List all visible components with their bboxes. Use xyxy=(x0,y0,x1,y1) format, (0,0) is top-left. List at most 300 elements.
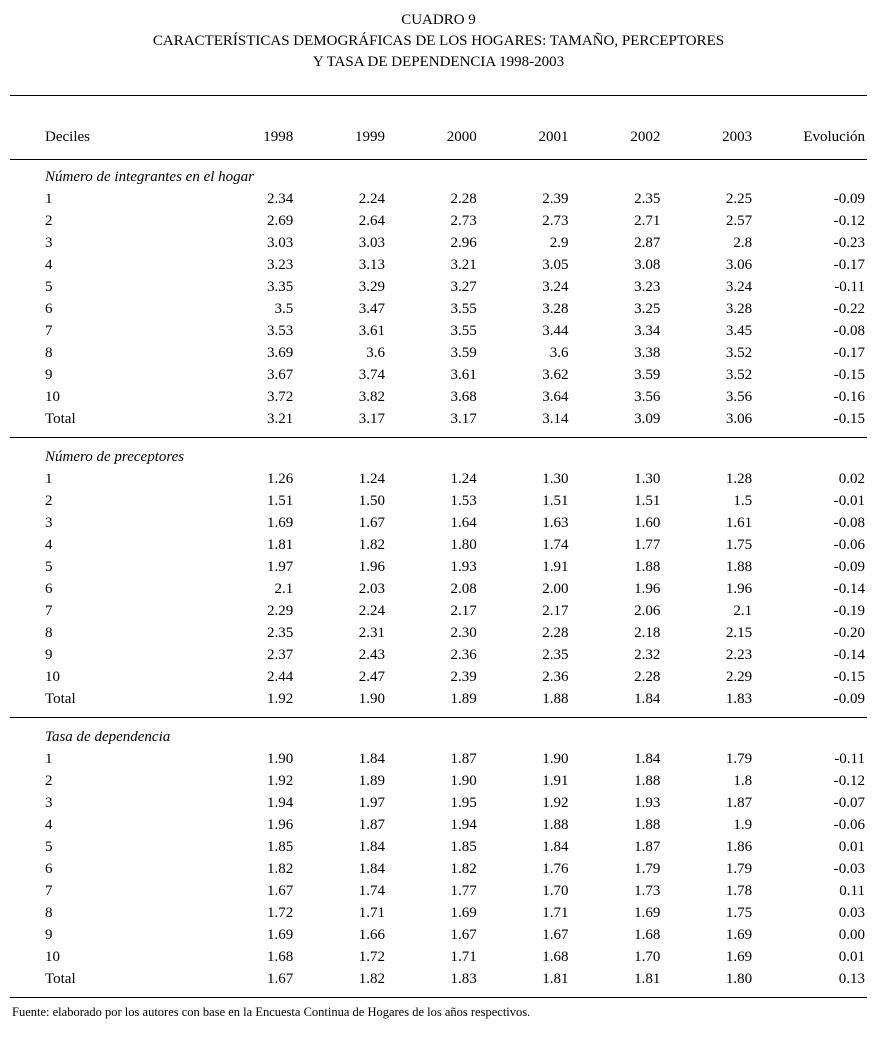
cell-value: 2.96 xyxy=(450,235,477,251)
cell-value: 1.90 xyxy=(266,751,294,767)
table-row xyxy=(10,859,867,881)
cell-value: 1.68 xyxy=(266,949,294,965)
cell-value: 3.56 xyxy=(725,389,753,405)
table-row xyxy=(10,299,867,321)
cell-value: 1.69 xyxy=(450,905,477,921)
cell-value: 2.87 xyxy=(634,235,661,251)
cell-value: 2.28 xyxy=(450,191,477,207)
cell-value: 2.34 xyxy=(266,191,294,207)
table-row xyxy=(10,881,867,903)
cell-value: -0.14 xyxy=(833,647,865,663)
cell-value: 1.95 xyxy=(450,795,477,811)
cell-value: -0.03 xyxy=(833,861,865,877)
table-title-line-1: CARACTERÍSTICAS DEMOGRÁFICAS DE LOS HOGARES: TAMAÑO, PERCEPTORES xyxy=(152,33,725,49)
cell-value: 2.23 xyxy=(725,647,753,663)
cell-value: 1.88 xyxy=(634,817,661,833)
cell-value: 2.29 xyxy=(266,603,294,619)
cell-value: -0.22 xyxy=(833,301,865,317)
cell-value: 1.96 xyxy=(634,581,661,597)
cell-value: 1.88 xyxy=(542,817,569,833)
cell-value: 3.47 xyxy=(358,301,385,317)
cell-value: 1.85 xyxy=(450,839,477,855)
cell-value: 1.26 xyxy=(266,471,294,487)
cell-value: 2.37 xyxy=(266,647,294,663)
table-row xyxy=(10,557,867,579)
table-row xyxy=(10,749,867,771)
cell-value: 0.13 xyxy=(838,971,865,987)
row-label: 6 xyxy=(45,581,53,597)
column-header: 1999 xyxy=(354,129,385,145)
cell-value: 1.73 xyxy=(634,883,661,899)
cell-value: 3.29 xyxy=(358,279,385,295)
cell-value: 1.68 xyxy=(634,927,661,943)
cell-value: 2.1 xyxy=(733,603,753,619)
cell-value: 1.75 xyxy=(725,905,753,921)
cell-value: 3.05 xyxy=(542,257,569,273)
cell-value: 1.97 xyxy=(266,559,294,575)
cell-value: 1.81 xyxy=(634,971,661,987)
cell-value: 1.69 xyxy=(266,927,294,943)
cell-value: 1.82 xyxy=(358,537,385,553)
cell-value: 3.25 xyxy=(634,301,661,317)
cell-value: 1.50 xyxy=(358,493,385,509)
table-row xyxy=(10,277,867,299)
cell-value: 1.83 xyxy=(725,691,753,707)
cell-value: 3.35 xyxy=(266,279,294,295)
cell-value: -0.12 xyxy=(833,213,865,229)
table-number: CUADRO 9 xyxy=(401,12,476,28)
row-label: 2 xyxy=(45,213,53,229)
cell-value: 3.69 xyxy=(266,345,294,361)
row-label: 5 xyxy=(45,559,53,575)
cell-value: 1.79 xyxy=(634,861,661,877)
section-heading-row xyxy=(10,160,867,189)
cell-value: 2.28 xyxy=(542,625,569,641)
cell-value: 0.11 xyxy=(839,883,865,899)
cell-value: 2.35 xyxy=(634,191,661,207)
cell-value: 2.31 xyxy=(358,625,385,641)
cell-value: -0.01 xyxy=(833,493,865,509)
cell-value: 1.90 xyxy=(542,751,569,767)
table-row xyxy=(10,343,867,365)
section-title: Número de integrantes en el hogar xyxy=(45,169,254,185)
cell-value: 2.1 xyxy=(274,581,294,597)
cell-value: 3.6 xyxy=(549,345,569,361)
cell-value: -0.17 xyxy=(833,345,865,361)
table-row xyxy=(10,925,867,947)
cell-value: 1.87 xyxy=(634,839,661,855)
table-row xyxy=(10,903,867,925)
column-header: Evolución xyxy=(803,129,865,145)
cell-value: 1.78 xyxy=(725,883,753,899)
cell-value: 1.92 xyxy=(542,795,569,811)
cell-value: 1.67 xyxy=(358,515,385,531)
cell-value: 2.9 xyxy=(549,235,569,251)
cell-value: 2.47 xyxy=(358,669,385,685)
cell-value: 3.24 xyxy=(725,279,753,295)
cell-value: 1.93 xyxy=(450,559,477,575)
section-title: Número de preceptores xyxy=(10,438,867,469)
cell-value: 3.55 xyxy=(450,323,477,339)
cell-value: 1.77 xyxy=(634,537,661,553)
cell-value: 1.86 xyxy=(725,839,753,855)
cell-value: 0.01 xyxy=(838,949,865,965)
cell-value: 1.87 xyxy=(450,751,477,767)
cell-value: 1.30 xyxy=(634,471,661,487)
row-label: 8 xyxy=(45,345,53,361)
cell-value: 3.55 xyxy=(450,301,477,317)
cell-value: 2.06 xyxy=(634,603,661,619)
cell-value: 3.38 xyxy=(634,345,661,361)
cell-value: -0.07 xyxy=(833,795,865,811)
cell-value: 1.85 xyxy=(266,839,294,855)
cell-value: 2.39 xyxy=(542,191,569,207)
row-label: Total xyxy=(45,411,76,427)
cell-value: 1.67 xyxy=(542,927,569,943)
table-row xyxy=(10,579,867,601)
table-row xyxy=(10,233,867,255)
table-title-block xyxy=(10,10,867,73)
cell-value: 2.73 xyxy=(450,213,477,229)
cell-value: 1.84 xyxy=(634,691,661,707)
cell-value: -0.09 xyxy=(833,191,865,207)
cell-value: 3.21 xyxy=(266,411,294,427)
cell-value: 3.23 xyxy=(266,257,294,273)
row-label: 10 xyxy=(45,949,60,965)
cell-value: 1.87 xyxy=(358,817,385,833)
table-row xyxy=(10,837,867,859)
cell-value: -0.20 xyxy=(833,625,865,641)
cell-value: 2.15 xyxy=(725,625,753,641)
cell-value: 3.53 xyxy=(266,323,294,339)
row-label: Total xyxy=(45,971,76,987)
table-row xyxy=(10,601,867,623)
row-label: 8 xyxy=(45,905,53,921)
cell-value: 3.09 xyxy=(634,411,661,427)
cell-value: 3.52 xyxy=(725,367,753,383)
cell-value: 3.24 xyxy=(542,279,569,295)
cell-value: -0.09 xyxy=(833,691,865,707)
cell-value: 1.74 xyxy=(358,883,385,899)
cell-value: 2.28 xyxy=(634,669,661,685)
cell-value: 2.36 xyxy=(450,647,477,663)
cell-value: -0.06 xyxy=(833,537,865,553)
cell-value: 1.84 xyxy=(358,839,385,855)
row-label: 7 xyxy=(45,883,53,899)
cell-value: 1.68 xyxy=(542,949,569,965)
cell-value: 1.82 xyxy=(266,861,294,877)
cell-value: 1.80 xyxy=(450,537,477,553)
cell-value: 1.72 xyxy=(266,905,294,921)
cell-value: 1.84 xyxy=(358,751,385,767)
cell-value: 1.81 xyxy=(542,971,569,987)
cell-value: 1.87 xyxy=(725,795,753,811)
cell-value: 1.30 xyxy=(542,471,569,487)
section-heading-row xyxy=(10,438,867,469)
cell-value: 3.03 xyxy=(358,235,385,251)
cell-value: 2.17 xyxy=(450,603,477,619)
cell-value: 3.45 xyxy=(725,323,753,339)
cell-value: 1.69 xyxy=(725,949,753,965)
cell-value: 1.60 xyxy=(634,515,661,531)
cell-value: 2.69 xyxy=(266,213,294,229)
cell-value: 2.57 xyxy=(725,213,753,229)
table-row xyxy=(10,535,867,557)
table-row xyxy=(10,409,867,438)
cell-value: 1.84 xyxy=(634,751,661,767)
table-body xyxy=(10,160,867,998)
row-label: 1 xyxy=(45,471,53,487)
cell-value: -0.11 xyxy=(834,751,865,767)
cell-value: 3.72 xyxy=(266,389,294,405)
cell-value: 1.24 xyxy=(358,471,385,487)
row-label: 7 xyxy=(45,603,53,619)
cell-value: 3.06 xyxy=(725,257,753,273)
cell-value: 2.39 xyxy=(450,669,477,685)
column-header: 2000 xyxy=(446,129,477,145)
cell-value: 1.72 xyxy=(358,949,385,965)
table-row xyxy=(10,387,867,409)
cell-value: -0.19 xyxy=(833,603,865,619)
table-row xyxy=(10,689,867,718)
cell-value: 3.52 xyxy=(725,345,753,361)
cell-value: -0.16 xyxy=(833,389,865,405)
table-row xyxy=(10,793,867,815)
cell-value: 1.84 xyxy=(542,839,569,855)
cell-value: 2.73 xyxy=(542,213,569,229)
cell-value: 3.61 xyxy=(450,367,477,383)
cell-value: 1.82 xyxy=(358,971,385,987)
cell-value: 3.03 xyxy=(266,235,294,251)
cell-value: 1.64 xyxy=(450,515,477,531)
cell-value: 1.94 xyxy=(266,795,294,811)
row-label: 9 xyxy=(45,927,53,943)
cell-value: -0.23 xyxy=(833,235,865,251)
table-row xyxy=(10,645,867,667)
cell-value: 3.44 xyxy=(542,323,569,339)
cell-value: 2.32 xyxy=(634,647,661,663)
cell-value: 3.64 xyxy=(542,389,569,405)
row-label: 2 xyxy=(45,773,53,789)
cell-value: 3.06 xyxy=(725,411,753,427)
cell-value: 3.59 xyxy=(450,345,477,361)
cell-value: 2.44 xyxy=(266,669,294,685)
cell-value: 1.63 xyxy=(542,515,569,531)
cell-value: 1.80 xyxy=(725,971,753,987)
cell-value: 0.02 xyxy=(838,471,865,487)
cell-value: 1.71 xyxy=(542,905,569,921)
table-row xyxy=(10,771,867,793)
cell-value: 1.71 xyxy=(358,905,385,921)
cell-value: 3.28 xyxy=(725,301,753,317)
cell-value: 1.90 xyxy=(450,773,477,789)
cell-value: 3.21 xyxy=(450,257,477,273)
row-label: 5 xyxy=(45,839,53,855)
table-row xyxy=(10,469,867,491)
cell-value: 3.17 xyxy=(358,411,385,427)
cell-value: 1.82 xyxy=(450,861,477,877)
cell-value: 1.74 xyxy=(542,537,569,553)
table-row xyxy=(10,211,867,233)
cell-value: -0.12 xyxy=(833,773,865,789)
cell-value: 3.5 xyxy=(274,301,294,317)
cell-value: -0.09 xyxy=(833,559,865,575)
cell-value: 3.28 xyxy=(542,301,569,317)
row-label: 6 xyxy=(45,861,53,877)
cell-value: 1.51 xyxy=(542,493,569,509)
cell-value: 0.00 xyxy=(838,927,865,943)
cell-value: -0.08 xyxy=(833,515,865,531)
cell-value: 1.71 xyxy=(450,949,477,965)
cell-value: 1.97 xyxy=(358,795,385,811)
cell-value: 1.94 xyxy=(450,817,477,833)
cell-value: 1.24 xyxy=(450,471,477,487)
row-label: 4 xyxy=(45,257,53,273)
row-label: 5 xyxy=(45,279,53,295)
cell-value: 3.56 xyxy=(634,389,661,405)
cell-value: 1.92 xyxy=(266,691,294,707)
section-title: Tasa de dependencia xyxy=(10,718,867,749)
table-row xyxy=(10,321,867,343)
cell-value: 1.90 xyxy=(358,691,385,707)
table-row xyxy=(10,623,867,645)
cell-value: 1.84 xyxy=(358,861,385,877)
cell-value: -0.08 xyxy=(833,323,865,339)
cell-value: 3.68 xyxy=(450,389,477,405)
cell-value: 0.01 xyxy=(838,839,865,855)
table-row xyxy=(10,255,867,277)
cell-value: 2.17 xyxy=(542,603,569,619)
cell-value: 1.88 xyxy=(542,691,569,707)
cell-value: 1.79 xyxy=(725,751,753,767)
cell-value: 1.96 xyxy=(266,817,294,833)
cell-value: 1.69 xyxy=(725,927,753,943)
cell-value: 1.67 xyxy=(266,883,294,899)
cell-value: 2.29 xyxy=(725,669,753,685)
cell-value: -0.15 xyxy=(833,411,865,427)
cell-value: 1.93 xyxy=(634,795,661,811)
row-label: 10 xyxy=(45,389,60,405)
cell-value: 3.59 xyxy=(634,367,661,383)
cell-value: 1.92 xyxy=(266,773,294,789)
row-label: 4 xyxy=(45,537,53,553)
cell-value: 3.08 xyxy=(634,257,661,273)
cell-value: 3.61 xyxy=(358,323,385,339)
cell-value: 3.23 xyxy=(634,279,661,295)
cell-value: 1.51 xyxy=(266,493,294,509)
table-row xyxy=(10,667,867,689)
cell-value: 3.13 xyxy=(358,257,385,273)
cell-value: -0.15 xyxy=(833,669,865,685)
cell-value: 3.62 xyxy=(542,367,569,383)
row-label: 8 xyxy=(45,625,53,641)
cell-value: 1.88 xyxy=(634,773,661,789)
cell-value: 1.91 xyxy=(542,559,569,575)
cell-value: 2.8 xyxy=(733,235,753,251)
cell-value: 1.70 xyxy=(542,883,569,899)
cell-value: 3.82 xyxy=(358,389,385,405)
cell-value: 2.43 xyxy=(358,647,385,663)
cell-value: -0.14 xyxy=(833,581,865,597)
cell-value: 3.17 xyxy=(450,411,477,427)
cell-value: 2.08 xyxy=(450,581,477,597)
cell-value: 1.61 xyxy=(725,515,753,531)
cell-value: 1.8 xyxy=(733,773,753,789)
table-row xyxy=(10,365,867,387)
demographics-table xyxy=(10,95,867,998)
cell-value: 1.67 xyxy=(266,971,294,987)
cell-value: 3.14 xyxy=(542,411,569,427)
cell-value: 2.36 xyxy=(542,669,569,685)
source-note: Fuente: elaborado por los autores con base en la Encuesta Continua de Hogares de los años respectivos. xyxy=(12,1005,531,1019)
cell-value: 3.6 xyxy=(366,345,385,361)
row-label: 4 xyxy=(45,817,53,833)
cell-value: 3.74 xyxy=(358,367,385,383)
cell-value: 2.00 xyxy=(542,581,569,597)
table-row xyxy=(10,491,867,513)
cell-value: 3.34 xyxy=(634,323,661,339)
cell-value: 3.67 xyxy=(266,367,294,383)
cell-value: 2.03 xyxy=(358,581,385,597)
cell-value: 2.35 xyxy=(266,625,294,641)
cell-value: 1.83 xyxy=(450,971,477,987)
table-header-row xyxy=(10,96,867,160)
cell-value: 2.35 xyxy=(542,647,569,663)
table-title-line-2: Y TASA DE DEPENDENCIA 1998-2003 xyxy=(312,54,565,70)
table-row xyxy=(10,189,867,211)
cell-value: 1.79 xyxy=(725,861,753,877)
cell-value: 1.9 xyxy=(733,817,753,833)
row-label: 6 xyxy=(45,301,53,317)
row-label: 1 xyxy=(45,191,53,207)
cell-value: -0.06 xyxy=(833,817,865,833)
cell-value: 1.67 xyxy=(450,927,477,943)
table-row xyxy=(10,947,867,969)
cell-value: 2.64 xyxy=(358,213,385,229)
cell-value: 1.69 xyxy=(266,515,294,531)
cell-value: 2.24 xyxy=(358,191,385,207)
cell-value: 1.81 xyxy=(266,537,294,553)
row-label: 3 xyxy=(45,795,53,811)
cell-value: -0.11 xyxy=(834,279,865,295)
cell-value: 1.28 xyxy=(725,471,753,487)
cell-value: 1.77 xyxy=(450,883,477,899)
cell-value: 1.96 xyxy=(358,559,385,575)
section-heading-row xyxy=(10,718,867,749)
row-label: 2 xyxy=(45,493,53,509)
column-header-deciles: Deciles xyxy=(45,129,90,145)
cell-value: 1.70 xyxy=(634,949,661,965)
cell-value: 1.5 xyxy=(733,493,753,509)
row-label: 1 xyxy=(45,751,53,767)
cell-value: 1.91 xyxy=(542,773,569,789)
row-label: Total xyxy=(45,691,76,707)
cell-value: 1.75 xyxy=(725,537,753,553)
cell-value: 2.25 xyxy=(725,191,753,207)
cell-value: 3.27 xyxy=(450,279,477,295)
row-label: 3 xyxy=(45,515,53,531)
cell-value: 1.76 xyxy=(542,861,569,877)
cell-value: 1.69 xyxy=(634,905,661,921)
cell-value: 1.96 xyxy=(725,581,753,597)
table-row xyxy=(10,513,867,535)
cell-value: 2.71 xyxy=(634,213,661,229)
cell-value: 1.66 xyxy=(358,927,385,943)
cell-value: 1.89 xyxy=(358,773,385,789)
column-header: 2003 xyxy=(722,129,753,145)
row-label: 9 xyxy=(45,647,53,663)
column-header: 1998 xyxy=(263,129,294,145)
